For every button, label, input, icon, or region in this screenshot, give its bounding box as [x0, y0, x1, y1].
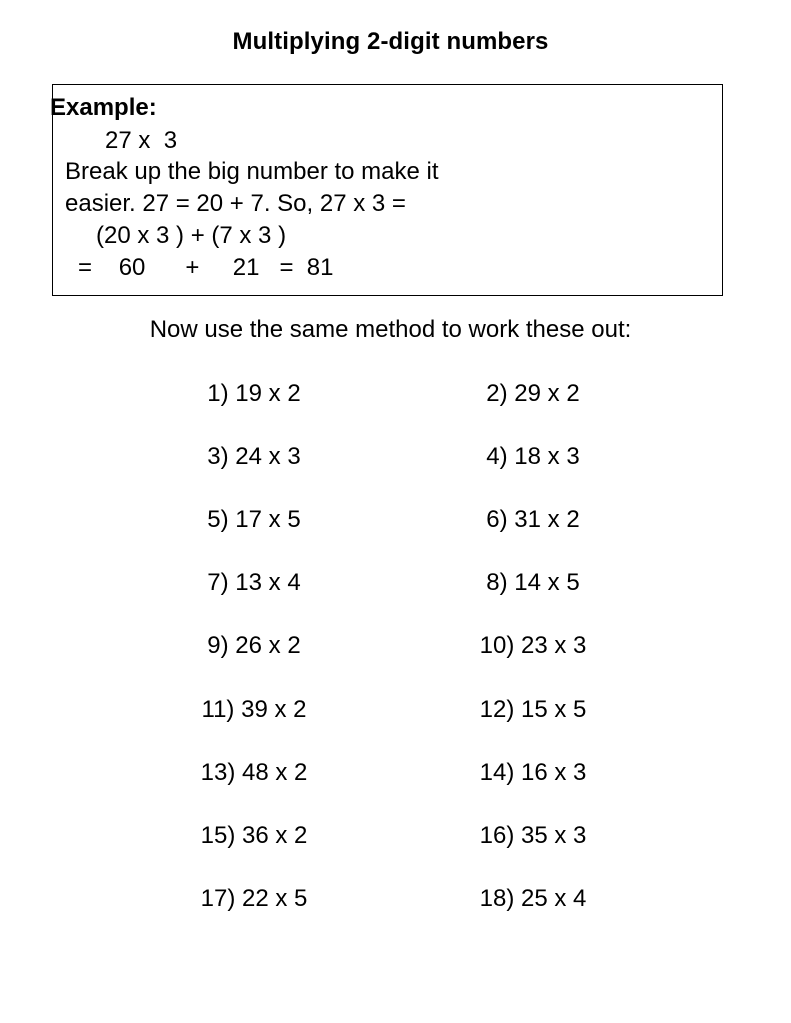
example-line-1: 27 x 3	[105, 127, 178, 154]
example-line-3: easier. 27 = 20 + 7. So, 27 x 3 =	[65, 190, 406, 217]
problem-item: 14) 16 x 3	[479, 759, 587, 786]
problem-item: 11) 39 x 2	[201, 696, 307, 723]
problem-item: 3) 24 x 3	[207, 443, 301, 470]
problem-item: 5) 17 x 5	[207, 506, 301, 533]
problem-item: 17) 22 x 5	[200, 885, 308, 912]
example-line-4: (20 x 3 ) + (7 x 3 )	[96, 222, 287, 249]
example-box	[52, 84, 723, 296]
problem-item: 2) 29 x 2	[486, 380, 580, 407]
instructions: Now use the same method to work these out:	[149, 316, 632, 343]
problem-item: 4) 18 x 3	[486, 443, 580, 470]
problem-item: 13) 48 x 2	[200, 759, 308, 786]
problem-item: 15) 36 x 2	[200, 822, 308, 849]
example-line-2: Break up the big number to make it	[65, 158, 439, 185]
example-heading: Example:	[50, 94, 157, 121]
problem-item: 16) 35 x 3	[479, 822, 587, 849]
example-line-5: = 60 + 21 = 81	[78, 254, 334, 281]
problem-item: 10) 23 x 3	[479, 632, 587, 659]
problem-item: 8) 14 x 5	[486, 569, 580, 596]
problem-item: 1) 19 x 2	[207, 380, 301, 407]
problem-item: 7) 13 x 4	[207, 569, 301, 596]
problem-item: 18) 25 x 4	[479, 885, 587, 912]
page-title: Multiplying 2-digit numbers	[232, 28, 549, 55]
problem-item: 12) 15 x 5	[479, 696, 587, 723]
problem-item: 9) 26 x 2	[207, 632, 301, 659]
problem-item: 6) 31 x 2	[486, 506, 580, 533]
